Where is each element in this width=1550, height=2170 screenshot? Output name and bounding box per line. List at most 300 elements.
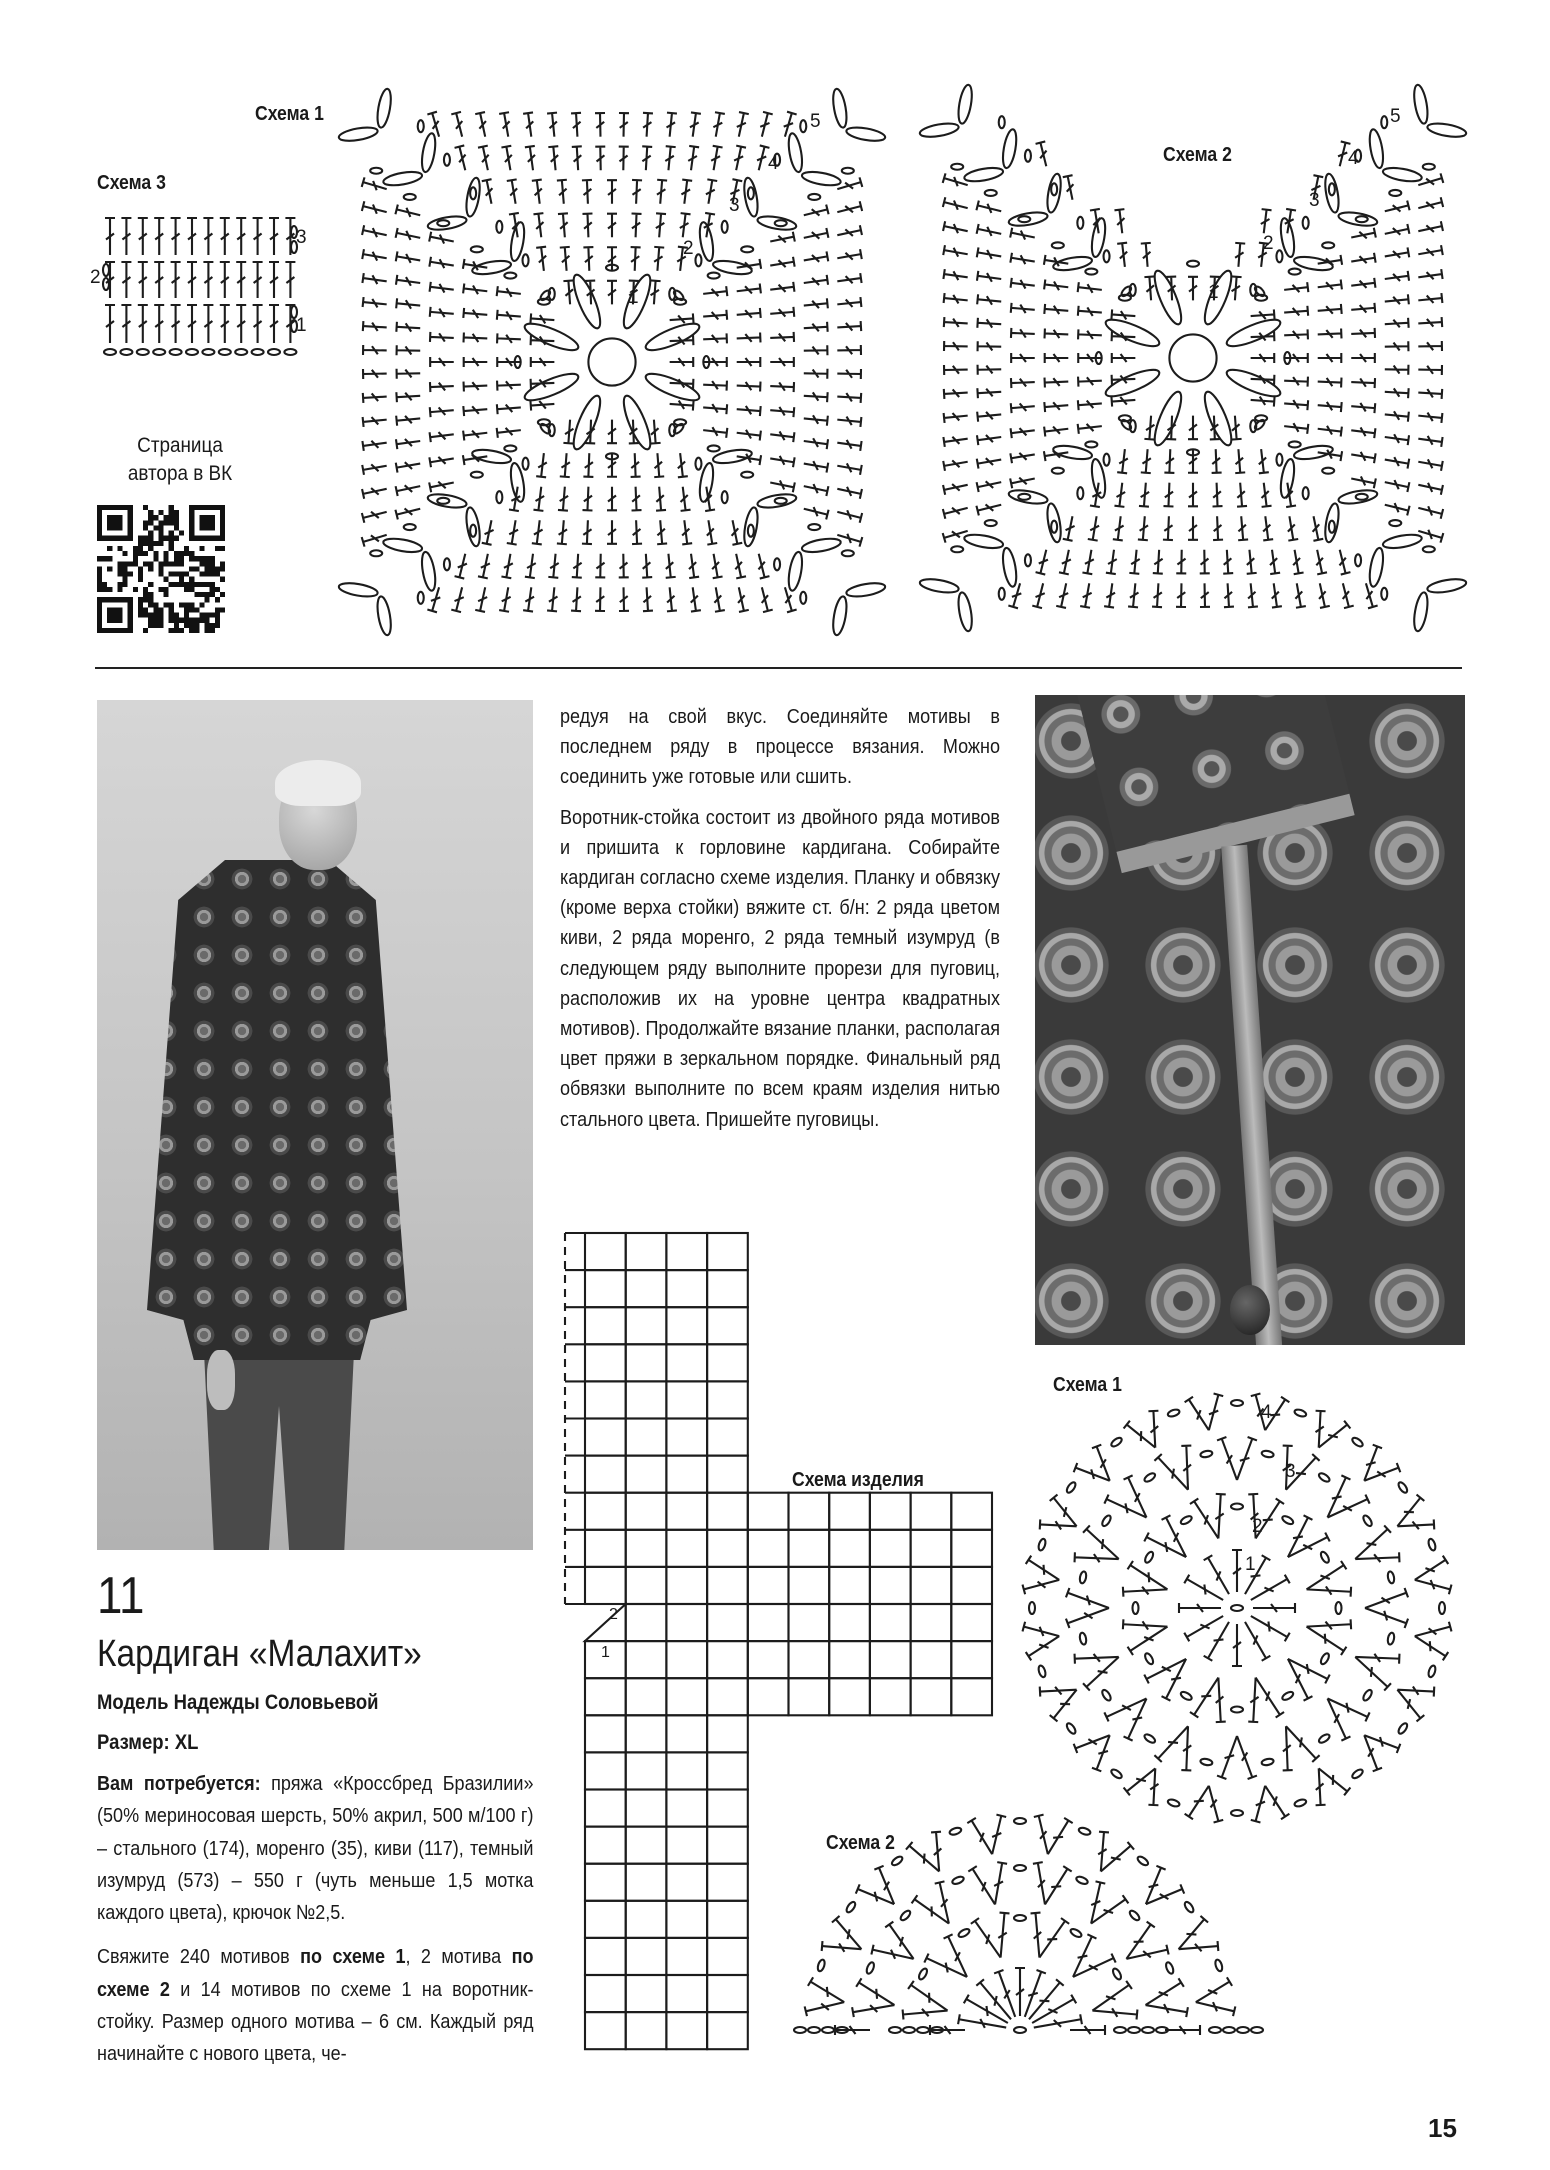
stitch-symbol	[943, 173, 968, 186]
stitch-symbol	[1418, 317, 1442, 327]
cluster-symbol	[1001, 128, 1019, 169]
qr-module	[133, 546, 138, 551]
grid-cell	[585, 1901, 626, 1938]
stitch-symbol	[714, 587, 724, 611]
grid-cell	[626, 1604, 667, 1641]
grid-cell	[666, 1270, 707, 1307]
chain-symbol	[103, 264, 109, 276]
chain-symbol	[1322, 468, 1334, 474]
grid-cell	[951, 1530, 992, 1567]
stitch-symbol	[1385, 503, 1410, 515]
chain-symbol	[284, 349, 296, 355]
qr-module	[205, 618, 210, 623]
stitch-symbol	[619, 554, 629, 578]
stitch-symbol	[770, 232, 795, 243]
qr-module	[205, 582, 210, 587]
stitch-symbol	[1355, 1654, 1399, 1664]
grid-cell	[585, 1567, 626, 1604]
grid-cell	[585, 1419, 626, 1456]
chain-symbol	[1037, 1538, 1046, 1551]
qr-module	[148, 566, 153, 571]
stitch-symbol	[804, 251, 828, 261]
qr-module	[189, 628, 194, 633]
stitch-symbol	[523, 112, 533, 136]
stitch-symbol	[1078, 424, 1102, 434]
stitch-symbol	[501, 554, 512, 578]
stitch-symbol	[924, 1954, 967, 1977]
stitch-symbol	[1092, 1981, 1131, 2011]
grid-cell	[707, 1419, 748, 1456]
cluster-symbol	[1052, 254, 1093, 272]
qr-module	[102, 587, 107, 592]
stitch-symbol	[1188, 516, 1198, 540]
stitch-symbol	[427, 112, 439, 137]
stitch-symbol	[1165, 2025, 1200, 2035]
stitch-symbol	[1200, 550, 1210, 574]
qr-module	[220, 577, 225, 582]
stitch-symbol	[804, 298, 828, 308]
cluster-symbol	[1052, 443, 1093, 461]
qr-module	[199, 592, 204, 597]
qr-module	[210, 566, 215, 571]
qr-module	[123, 577, 128, 582]
stitch-symbol	[1418, 413, 1442, 423]
stitch-symbol	[1059, 550, 1071, 575]
cluster-symbol	[382, 170, 423, 188]
stitch-symbol	[837, 273, 861, 283]
qr-module	[153, 551, 158, 556]
stitch-symbol	[657, 180, 667, 204]
stitch-symbol	[1184, 1575, 1223, 1600]
stitch-symbol	[1034, 1815, 1048, 1855]
qr-module	[205, 628, 210, 633]
stitch-symbol	[837, 369, 861, 379]
qr-module	[210, 572, 215, 577]
stitch-symbol	[703, 381, 727, 391]
grid-cell	[707, 1530, 748, 1567]
qr-module	[148, 561, 153, 566]
stitch-symbol	[253, 218, 263, 255]
stitch-symbol	[837, 225, 862, 236]
stitch-symbol	[1063, 175, 1074, 200]
grid-cell	[707, 1344, 748, 1381]
grid-cell	[626, 1307, 667, 1344]
stitch-symbol	[1248, 583, 1258, 607]
qr-module	[117, 587, 122, 592]
stitch-symbol	[138, 218, 148, 255]
stitch-symbol	[1217, 1437, 1237, 1480]
stitch-symbol	[430, 407, 454, 417]
chain-symbol	[202, 349, 214, 355]
stitch-symbol	[607, 420, 617, 444]
qr-module	[220, 607, 225, 612]
stitch-symbol	[737, 382, 761, 392]
qr-module	[123, 572, 128, 577]
grid-cell	[870, 1641, 911, 1678]
stitch-symbol	[1328, 1699, 1370, 1722]
stitch-symbol	[632, 214, 642, 238]
stitch-symbol	[977, 412, 1001, 422]
stitch-symbol	[1364, 1735, 1382, 1771]
stitch-symbol	[430, 282, 454, 293]
stitch-symbol	[1146, 1884, 1184, 1904]
chain-symbol	[1329, 521, 1335, 533]
qr-module	[123, 582, 128, 587]
stitch-symbol	[1418, 269, 1442, 279]
chain-symbol	[1250, 420, 1256, 432]
stitch-symbol	[1418, 530, 1443, 543]
stitch-symbol	[396, 275, 420, 286]
stitch-symbol	[762, 587, 773, 612]
stitch-symbol	[531, 357, 555, 367]
qr-module	[189, 607, 194, 612]
qr-module	[102, 556, 107, 561]
grid-cell	[585, 2012, 626, 2049]
stitch-symbol	[1181, 1726, 1191, 1770]
stitch-symbol	[560, 453, 570, 477]
chain-symbol	[1200, 1450, 1213, 1458]
stitch-symbol	[1365, 1588, 1408, 1608]
qr-module	[184, 618, 189, 623]
stitch-symbol	[1123, 1587, 1168, 1597]
chain-symbol	[1261, 1450, 1274, 1458]
grid-cell	[666, 1975, 707, 2012]
stitch-symbol	[1235, 243, 1245, 267]
stitch-symbol	[269, 218, 279, 255]
stitch-symbol	[499, 587, 510, 611]
qr-module	[174, 556, 179, 561]
qr-module	[153, 607, 158, 612]
stitch-symbol	[563, 280, 573, 304]
qr-module	[128, 561, 133, 566]
grid-cell	[911, 1678, 952, 1715]
stitch-symbol	[1188, 416, 1198, 440]
chain-symbol	[1018, 494, 1030, 500]
chain-symbol	[1303, 487, 1309, 499]
stitch-symbol	[977, 294, 1001, 304]
qr-module	[174, 572, 179, 577]
qr-module	[153, 602, 158, 607]
stitch-symbol	[533, 213, 543, 237]
stitch-symbol	[1295, 583, 1305, 607]
stitch-symbol	[1126, 1945, 1168, 1959]
qr-module	[199, 572, 204, 577]
qr-module	[205, 592, 210, 597]
qr-module	[164, 561, 169, 566]
qr-module	[174, 561, 179, 566]
stitch-symbol	[1285, 209, 1296, 233]
stitch-symbol	[1032, 583, 1044, 608]
chain-symbol	[951, 1875, 964, 1885]
chain-symbol	[1101, 1514, 1113, 1527]
model-photo	[97, 700, 533, 1550]
qr-module	[153, 556, 158, 561]
grid-cell	[666, 1864, 707, 1901]
stitch-symbol	[1179, 1916, 1208, 1949]
grid-cell	[789, 1567, 830, 1604]
chain-symbol	[822, 2027, 834, 2033]
grid-cell	[585, 1790, 626, 1827]
cluster-symbol	[1150, 268, 1187, 327]
cluster-symbol	[375, 595, 393, 636]
stitch-symbol	[1318, 450, 1342, 461]
stitch-symbol	[1034, 2014, 1082, 2027]
grid-cell	[585, 1938, 626, 1975]
grid-cell	[748, 1530, 789, 1567]
grid-cell	[626, 1456, 667, 1493]
round-row-number: 3	[1285, 1461, 1296, 1482]
chain-symbol	[1077, 487, 1083, 499]
stitch-symbol	[530, 313, 554, 323]
stitch-symbol	[530, 401, 554, 411]
stitch-symbol	[703, 404, 727, 414]
qr-module	[184, 607, 189, 612]
stitch-symbol	[497, 404, 521, 414]
qr-module	[194, 618, 199, 623]
grid-cell	[666, 1604, 707, 1641]
stitch-symbol	[1415, 1556, 1448, 1580]
stitch-symbol	[396, 485, 421, 496]
qr-module	[194, 628, 199, 633]
cluster-symbol	[1382, 166, 1423, 184]
chain-symbol	[836, 2027, 848, 2033]
qr-module	[215, 572, 220, 577]
stitch-symbol	[1111, 397, 1135, 407]
grid-cell	[911, 1530, 952, 1567]
qr-module	[169, 628, 174, 633]
stitch-symbol	[1045, 353, 1069, 363]
stitch-symbol	[943, 508, 968, 519]
stitch-symbol	[667, 587, 677, 611]
stitch-symbol	[1238, 516, 1248, 540]
stitch-symbol	[1091, 1881, 1105, 1923]
chain-symbol	[703, 356, 709, 368]
stitch-symbol	[1262, 483, 1272, 507]
stitch-symbol	[1088, 516, 1099, 540]
stitch-symbol	[1232, 1550, 1242, 1592]
qr-module	[143, 628, 148, 633]
stitch-symbol	[1023, 1622, 1060, 1636]
stitch-symbol	[1185, 1786, 1209, 1819]
stitch-symbol	[253, 262, 263, 298]
schema-1-row-number: 5	[810, 111, 821, 132]
qr-module	[174, 582, 179, 587]
cluster-symbol	[1278, 217, 1296, 258]
chain-symbol	[1079, 1632, 1087, 1645]
stitch-symbol	[837, 463, 861, 474]
stitch-symbol	[770, 282, 794, 292]
stitch-symbol	[703, 286, 727, 296]
qr-module	[148, 613, 153, 618]
grid-cell	[626, 1827, 667, 1864]
chain-symbol	[1128, 1909, 1141, 1922]
qr-module	[117, 582, 122, 587]
stitch-symbol	[1270, 550, 1280, 574]
stitch-symbol	[1146, 1866, 1166, 1904]
cluster-symbol	[1338, 210, 1379, 228]
grid-cell	[707, 1790, 748, 1827]
grid-cell	[626, 1270, 667, 1307]
grid-cell	[789, 1530, 830, 1567]
stitch-symbol	[1128, 1561, 1168, 1589]
chain-symbol	[1423, 546, 1435, 552]
chain-symbol	[672, 289, 685, 302]
cluster-symbol	[375, 88, 393, 129]
chain-symbol	[1318, 1733, 1331, 1745]
stitch-symbol	[1176, 583, 1186, 607]
stitch-symbol	[396, 251, 420, 262]
stitch-symbol	[497, 310, 521, 320]
chain-symbol	[1231, 1605, 1243, 1611]
chain-symbol	[1133, 1602, 1139, 1614]
chain-symbol	[370, 168, 382, 174]
stitch-symbol	[711, 146, 722, 170]
stitch-symbol	[1415, 1580, 1452, 1594]
qr-module	[148, 597, 153, 602]
chain-symbol	[471, 246, 483, 252]
chain-symbol	[1397, 1481, 1409, 1494]
chain-symbol	[470, 187, 476, 199]
chain-symbol	[899, 1909, 912, 1922]
stitch-symbol	[171, 262, 181, 298]
chain-symbol	[1387, 1571, 1395, 1584]
materials-text: пряжа «Кроссбред Бразилии» (50% мериносовая шерсть, 50% акрил, 500 м/100 г) – стального (174), моренго (35), киви (117), темный изумруд (573) – 550 г (чуть меньше 1,5 мотка каждого цвета), крючок №2,5.	[97, 1772, 534, 1925]
stitch-symbol	[105, 305, 115, 343]
stitch-symbol	[1415, 1636, 1448, 1660]
grid-cell	[626, 1975, 667, 2012]
stitch-symbol	[220, 218, 230, 255]
cluster-symbol	[801, 536, 842, 554]
cluster-symbol	[801, 170, 842, 188]
qr-module	[174, 623, 179, 628]
stitch-symbol	[1415, 1622, 1452, 1636]
stitch-symbol	[1044, 304, 1068, 314]
stitch-symbol	[737, 283, 761, 293]
stitch-symbol	[1153, 550, 1163, 574]
stitch-symbol	[1318, 328, 1342, 338]
stitch-symbol	[236, 218, 246, 255]
stitch-symbol	[395, 508, 420, 519]
grid-cell	[626, 1641, 667, 1678]
qr-module	[138, 572, 143, 577]
chain-symbol	[775, 498, 787, 504]
stitch-symbol	[585, 420, 595, 444]
stitch-symbol	[944, 365, 968, 375]
grid-cell	[666, 2012, 707, 2049]
chain-symbol	[951, 164, 963, 170]
stitch-symbol	[703, 357, 727, 367]
stitch-symbol	[1418, 365, 1442, 375]
stitch-symbol	[737, 308, 761, 318]
grid-cell	[707, 1604, 748, 1641]
chain-symbol	[1251, 2027, 1263, 2033]
qr-module	[158, 618, 163, 623]
stitch-symbol	[1098, 1832, 1109, 1872]
qr-module	[174, 515, 179, 520]
chain-symbol	[1322, 242, 1334, 248]
chain-symbol	[1110, 1436, 1123, 1448]
qr-module	[199, 613, 204, 618]
cluster-symbol	[619, 393, 656, 452]
stitch-symbol	[619, 587, 629, 611]
stitch-symbol	[187, 262, 197, 298]
qr-module	[174, 613, 179, 618]
chain-symbol	[1029, 1602, 1035, 1614]
stitch-symbol	[1251, 331, 1275, 341]
grid-cell	[870, 1567, 911, 1604]
chain-symbol	[1037, 1665, 1046, 1678]
chain-symbol	[1075, 1875, 1088, 1885]
stitch-symbol	[1124, 1699, 1147, 1741]
qr-code[interactable]	[97, 505, 225, 633]
stitch-symbol	[944, 389, 968, 399]
chain-symbol	[1231, 1504, 1243, 1510]
stitch-symbol	[595, 147, 605, 171]
stitch-symbol	[1011, 328, 1035, 338]
qr-module	[189, 556, 194, 561]
stitch-symbol	[998, 1913, 1009, 1958]
qr-module	[169, 505, 174, 510]
round-motif-schema-1	[1023, 1394, 1452, 1823]
chain-symbol	[1069, 1927, 1082, 1938]
stitch-symbol	[1162, 1515, 1187, 1557]
chain-symbol	[1351, 1436, 1364, 1448]
stitch-symbol	[1251, 375, 1275, 385]
stitch-symbol	[804, 322, 828, 332]
stitch-symbol	[455, 554, 467, 579]
chain-symbol	[523, 254, 529, 266]
grid-cell	[951, 1641, 992, 1678]
stitch-symbol	[429, 257, 453, 268]
section-divider	[95, 667, 1462, 669]
cluster-symbol	[1224, 315, 1283, 352]
grid-cell	[829, 1493, 870, 1530]
stitch-symbol	[770, 307, 794, 317]
qr-module	[148, 546, 153, 551]
stitch-symbol	[1319, 583, 1330, 608]
stitch-symbol	[1045, 378, 1069, 388]
grid-cell	[626, 1678, 667, 1715]
qr-module	[205, 556, 210, 561]
stitch-symbol	[906, 1842, 939, 1871]
stitch-symbol	[1010, 478, 1035, 489]
stitch-symbol	[1364, 1445, 1382, 1481]
cluster-symbol	[1224, 365, 1283, 402]
stitch-symbol	[619, 147, 629, 171]
grid-cell	[911, 1641, 952, 1678]
stitch-symbol	[1011, 278, 1035, 289]
qr-module	[143, 541, 148, 546]
cluster-symbol	[956, 591, 974, 632]
stitch-symbol	[703, 333, 727, 343]
stitch-symbol	[1144, 416, 1154, 440]
stitch-symbol	[770, 382, 794, 392]
stitch-symbol	[1114, 483, 1125, 507]
stitch-symbol	[804, 484, 829, 496]
cluster-symbol	[464, 507, 482, 548]
stitch-symbol	[785, 587, 797, 612]
chain-symbol	[794, 2027, 806, 2033]
qr-module	[158, 587, 163, 592]
stitch-symbol	[509, 213, 519, 237]
cluster-symbol	[1426, 121, 1467, 139]
stitch-symbol	[478, 554, 490, 579]
cluster-symbol	[1008, 210, 1049, 228]
cluster-symbol	[643, 369, 702, 406]
chain-symbol	[1318, 1472, 1331, 1484]
stitch-symbol	[837, 417, 861, 427]
stitch-symbol	[1365, 1608, 1408, 1628]
